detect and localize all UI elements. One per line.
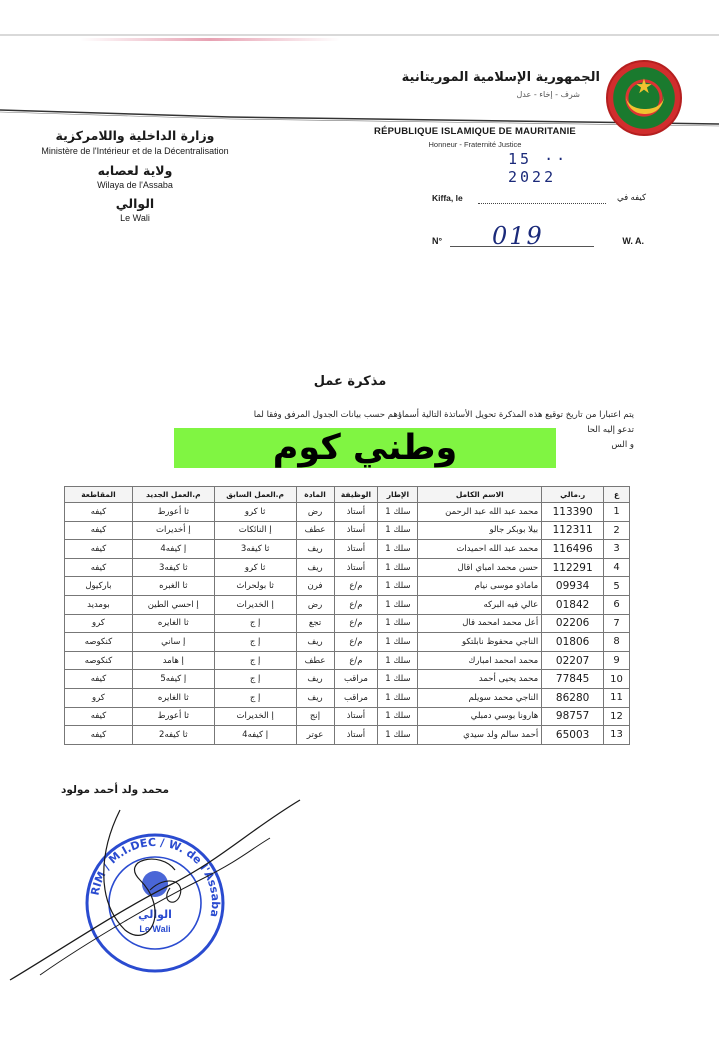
memo-paragraph-3: و الس bbox=[611, 440, 634, 450]
cell-new-post: إ أخديرات bbox=[132, 521, 214, 540]
cell-subject: ريف bbox=[296, 540, 334, 559]
col-header-district: المقاطعة bbox=[65, 487, 133, 503]
motto-ar: شرف - إخاء - عدل bbox=[516, 90, 580, 99]
republic-name-fr: RÉPUBLIQUE ISLAMIQUE DE MAURITANIE bbox=[374, 126, 576, 137]
cell-function: م/ع bbox=[334, 614, 378, 633]
cell-corps: سلك 1 bbox=[378, 614, 418, 633]
cell-district: كيفه bbox=[65, 707, 133, 726]
top-divider bbox=[0, 34, 719, 36]
cell-district: كنكوصه bbox=[65, 633, 133, 652]
table-row bbox=[65, 521, 630, 540]
wilaya-name-ar: ولاية لعصابه bbox=[97, 163, 173, 178]
cell-old-post: ثا بولحراث bbox=[214, 577, 296, 596]
cell-fullname: هارونا بوسي دمبلي bbox=[418, 707, 542, 726]
cell-corps: سلك 1 bbox=[378, 577, 418, 596]
col-header-function: الوظيفة bbox=[334, 487, 378, 503]
cell-subject: ريف bbox=[296, 558, 334, 577]
cell-subject: ريف bbox=[296, 670, 334, 689]
cell-matricule: 01842 bbox=[542, 595, 604, 614]
cell-old-post: ثا كرو bbox=[214, 558, 296, 577]
cell-function: م/ع bbox=[334, 651, 378, 670]
cell-district: كيفه bbox=[65, 558, 133, 577]
cell-subject: رض bbox=[296, 503, 334, 522]
transfer-table bbox=[64, 486, 630, 745]
cell-matricule: 01806 bbox=[542, 633, 604, 652]
reference-number-line bbox=[432, 222, 646, 252]
cell-fullname: الناجي محمد سويلم bbox=[418, 688, 542, 707]
cell-matricule: 98757 bbox=[542, 707, 604, 726]
cell-matricule: 77845 bbox=[542, 670, 604, 689]
stamp-title-ar: الوالي bbox=[138, 908, 172, 921]
cell-matricule: 112291 bbox=[542, 558, 604, 577]
cell-district: كنكوصه bbox=[65, 651, 133, 670]
cell-district: كرو bbox=[65, 688, 133, 707]
cell-corps: سلك 1 bbox=[378, 503, 418, 522]
cell-subject: ريف bbox=[296, 633, 334, 652]
cell-old-post: إ ج bbox=[214, 688, 296, 707]
cell-old-post: إ ج bbox=[214, 670, 296, 689]
cell-old-post: إ النائكات bbox=[214, 521, 296, 540]
cell-function: م/ع bbox=[334, 577, 378, 596]
cell-function: م/ع bbox=[334, 595, 378, 614]
cell-index: 1 bbox=[604, 503, 630, 522]
table-body bbox=[65, 503, 630, 745]
col-header-index: ع bbox=[604, 487, 630, 503]
memo-title: مذكرة عمل bbox=[313, 374, 387, 389]
cell-subject: ريف bbox=[296, 688, 334, 707]
cell-new-post: ثا أعورط bbox=[132, 707, 214, 726]
col-header-corps: الإطار bbox=[378, 487, 418, 503]
cell-function: مراقب bbox=[334, 688, 378, 707]
cell-corps: سلك 1 bbox=[378, 688, 418, 707]
cell-district: بومديد bbox=[65, 595, 133, 614]
national-seal-icon: ★ bbox=[606, 60, 682, 136]
col-header-new-post: م.العمل الجديد bbox=[132, 487, 214, 503]
cell-district: كيفه bbox=[65, 540, 133, 559]
cell-corps: سلك 1 bbox=[378, 670, 418, 689]
table-row bbox=[65, 503, 630, 522]
cell-new-post: إ كيفه4 bbox=[132, 540, 214, 559]
watermark-text: وطني كوم bbox=[272, 427, 458, 468]
cell-subject: عطف bbox=[296, 651, 334, 670]
cell-district: كرو bbox=[65, 614, 133, 633]
cell-corps: سلك 1 bbox=[378, 521, 418, 540]
cell-index: 7 bbox=[604, 614, 630, 633]
cell-subject: عطف bbox=[296, 521, 334, 540]
cell-corps: سلك 1 bbox=[378, 540, 418, 559]
cell-old-post: إ كيفه4 bbox=[214, 726, 296, 745]
table-row bbox=[65, 595, 630, 614]
cell-new-post: ثا الغايره bbox=[132, 688, 214, 707]
cell-index: 9 bbox=[604, 651, 630, 670]
cell-new-post: ثا أعورط bbox=[132, 503, 214, 522]
cell-new-post: إ هامد bbox=[132, 651, 214, 670]
table-row bbox=[65, 577, 630, 596]
signer-name: محمد ولد أحمد مولود bbox=[61, 784, 169, 796]
cell-old-post: إ ج bbox=[214, 614, 296, 633]
cell-new-post: ثا الغبره bbox=[132, 577, 214, 596]
handwritten-number: 019 bbox=[492, 222, 544, 250]
number-prefix: N° bbox=[432, 236, 443, 246]
cell-subject: رض bbox=[296, 595, 334, 614]
cell-function: أستاذ bbox=[334, 707, 378, 726]
cell-subject: إنج bbox=[296, 707, 334, 726]
cell-district: باركيول bbox=[65, 577, 133, 596]
cell-index: 2 bbox=[604, 521, 630, 540]
cell-new-post: إ كيفه5 bbox=[132, 670, 214, 689]
cell-matricule: 86280 bbox=[542, 688, 604, 707]
memo-paragraph-2: تدعو إليه الحا bbox=[587, 425, 634, 435]
cell-function: مراقب bbox=[334, 670, 378, 689]
cell-fullname: عالي فيه البركه bbox=[418, 595, 542, 614]
table-row bbox=[65, 614, 630, 633]
cell-index: 6 bbox=[604, 595, 630, 614]
cell-corps: سلك 1 bbox=[378, 558, 418, 577]
cell-fullname: أحمد سالم ولد سيدي bbox=[418, 726, 542, 745]
wali-title-fr: Le Wali bbox=[120, 213, 150, 223]
cell-old-post: إ ج bbox=[214, 651, 296, 670]
cell-old-post: إ ج bbox=[214, 633, 296, 652]
cell-district: كيفه bbox=[65, 503, 133, 522]
cell-fullname: بيلا بوبكر جالو bbox=[418, 521, 542, 540]
memo-paragraph-1: يتم اعتبارا من تاريخ توقيع هذه المذكرة تحويل الأساتذة التالية أسماؤهم حسب بيانات الجدول المرفق وفقا لما bbox=[253, 410, 634, 420]
wali-title-ar: الوالي bbox=[115, 196, 155, 211]
cell-corps: سلك 1 bbox=[378, 633, 418, 652]
cell-function: أستاذ bbox=[334, 558, 378, 577]
cell-matricule: 02207 bbox=[542, 651, 604, 670]
table-row bbox=[65, 558, 630, 577]
cell-index: 5 bbox=[604, 577, 630, 596]
cell-index: 8 bbox=[604, 633, 630, 652]
cell-matricule: 112311 bbox=[542, 521, 604, 540]
cell-matricule: 113390 bbox=[542, 503, 604, 522]
cell-old-post: إ الخديرات bbox=[214, 707, 296, 726]
cell-fullname: حسن محمد امباي اقال bbox=[418, 558, 542, 577]
cell-function: أستاذ bbox=[334, 521, 378, 540]
cell-fullname: محمد عبد الله عبد الرحمن bbox=[418, 503, 542, 522]
cell-function: أستاذ bbox=[334, 726, 378, 745]
place-label-ar: كيفه في bbox=[617, 192, 646, 202]
cell-index: 3 bbox=[604, 540, 630, 559]
table-row bbox=[65, 540, 630, 559]
col-header-old-post: م.العمل السابق bbox=[214, 487, 296, 503]
cell-index: 4 bbox=[604, 558, 630, 577]
table-row bbox=[65, 651, 630, 670]
cell-corps: سلك 1 bbox=[378, 707, 418, 726]
cell-corps: سلك 1 bbox=[378, 651, 418, 670]
cell-subject: عوتر bbox=[296, 726, 334, 745]
top-color-streak bbox=[80, 38, 340, 41]
cell-district: كيفه bbox=[65, 521, 133, 540]
cell-fullname: محمد عبد الله احميدات bbox=[418, 540, 542, 559]
cell-matricule: 02206 bbox=[542, 614, 604, 633]
stamp-title-fr: Le Wali bbox=[139, 924, 171, 934]
cell-new-post: إ ساني bbox=[132, 633, 214, 652]
cell-old-post: إ الخديرات bbox=[214, 595, 296, 614]
number-suffix: W. A. bbox=[622, 236, 644, 246]
table-row bbox=[65, 633, 630, 652]
cell-old-post: ثا كرو bbox=[214, 503, 296, 522]
cell-matricule: 65003 bbox=[542, 726, 604, 745]
table-row bbox=[65, 670, 630, 689]
col-header-subject: المادة bbox=[296, 487, 334, 503]
cell-index: 13 bbox=[604, 726, 630, 745]
ministry-block bbox=[30, 128, 240, 223]
cell-index: 10 bbox=[604, 670, 630, 689]
cell-index: 11 bbox=[604, 688, 630, 707]
cell-fullname: محمد يحيى أحمد bbox=[418, 670, 542, 689]
cell-matricule: 09934 bbox=[542, 577, 604, 596]
cell-fullname: محمد امحمد امبارك bbox=[418, 651, 542, 670]
handwritten-date: 15 ·· 2022 bbox=[508, 150, 569, 186]
cell-subject: تجع bbox=[296, 614, 334, 633]
cell-new-post: إ احسي الطين bbox=[132, 595, 214, 614]
cell-district: كيفه bbox=[65, 726, 133, 745]
col-header-matricule: ر.مالي bbox=[542, 487, 604, 503]
wilaya-name-fr: Wilaya de l'Assaba bbox=[97, 180, 173, 190]
cell-fullname: أعل محمد امحمد فال bbox=[418, 614, 542, 633]
table-row bbox=[65, 726, 630, 745]
cell-function: أستاذ bbox=[334, 540, 378, 559]
cell-district: كيفه bbox=[65, 670, 133, 689]
cell-subject: فرن bbox=[296, 577, 334, 596]
table-header-row bbox=[65, 487, 630, 503]
cell-function: م/ع bbox=[334, 633, 378, 652]
cell-matricule: 116496 bbox=[542, 540, 604, 559]
cell-new-post: ثا الغايره bbox=[132, 614, 214, 633]
place-date-line bbox=[432, 193, 646, 207]
ministry-name-ar: وزارة الداخلية واللامركزية bbox=[55, 128, 215, 143]
handwritten-signature bbox=[0, 790, 719, 990]
cell-fullname: الناجي محفوظ نابلتكو bbox=[418, 633, 542, 652]
table-row bbox=[65, 688, 630, 707]
watermark-banner bbox=[174, 428, 556, 468]
cell-function: أستاذ bbox=[334, 503, 378, 522]
republic-name-ar: الجمهورية الإسلامية الموريتانية bbox=[401, 70, 600, 85]
place-label-fr: Kiffa, le bbox=[432, 193, 463, 203]
col-header-fullname: الاسم الكامل bbox=[418, 487, 542, 503]
cell-corps: سلك 1 bbox=[378, 595, 418, 614]
cell-fullname: ماماذو موسى نيام bbox=[418, 577, 542, 596]
ministry-name-fr: Ministère de l'Intérieur et de la Décentralisation bbox=[41, 146, 229, 156]
cell-new-post: ثا كيفه2 bbox=[132, 726, 214, 745]
cell-index: 12 bbox=[604, 707, 630, 726]
cell-new-post: ثا كيفه3 bbox=[132, 558, 214, 577]
cell-old-post: ثا كيفه3 bbox=[214, 540, 296, 559]
stamp-ring-text: RIM / M.I.DEC / W. de l'Assaba bbox=[88, 835, 223, 919]
table-row bbox=[65, 707, 630, 726]
cell-corps: سلك 1 bbox=[378, 726, 418, 745]
top-margin bbox=[0, 0, 719, 36]
motto-fr: Honneur - Fraternité Justice bbox=[428, 140, 522, 149]
